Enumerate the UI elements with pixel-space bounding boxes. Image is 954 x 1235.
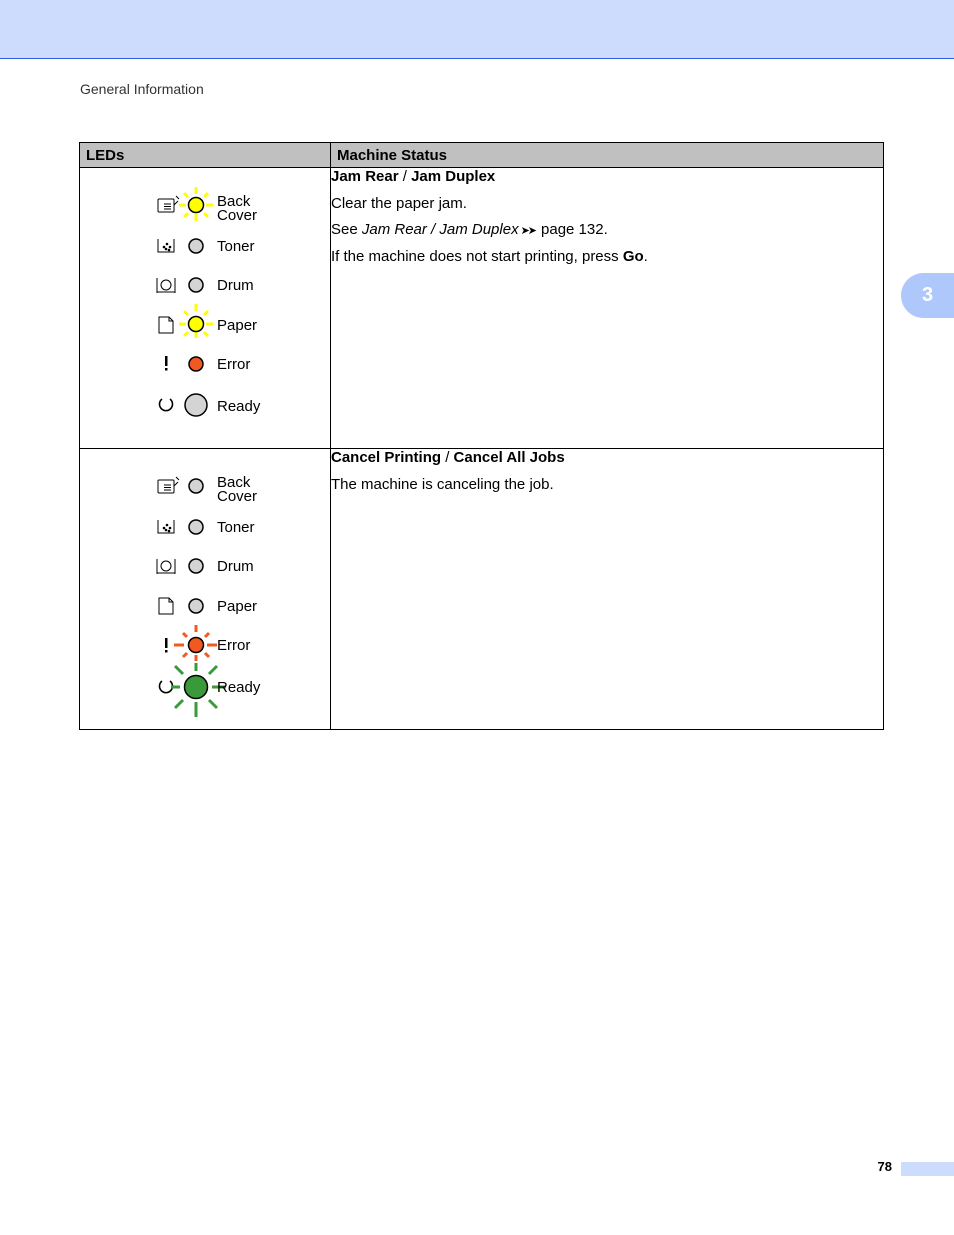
drum-led — [189, 278, 203, 292]
col-header-machine-status: Machine Status — [331, 143, 884, 168]
led-label-error: Error — [217, 637, 251, 654]
status-title-sep: / — [441, 449, 454, 466]
reference-link[interactable]: Jam Rear / Jam Duplex — [361, 221, 519, 238]
status-title-b: Cancel All Jobs — [453, 449, 565, 466]
table-header-row — [80, 143, 884, 168]
led-label-back: Back — [217, 474, 251, 491]
error-icon — [165, 356, 168, 371]
led-label-toner: Toner — [217, 238, 255, 255]
toner-icon — [158, 520, 174, 533]
error-led — [189, 357, 203, 371]
back-cover-led — [179, 187, 213, 221]
led-label-drum: Drum — [217, 558, 254, 575]
error-led — [174, 625, 217, 661]
col-header-leds: LEDs — [80, 143, 331, 168]
led-label-error: Error — [217, 356, 251, 373]
status-title-sep: / — [398, 168, 412, 185]
ready-icon — [160, 399, 173, 411]
led-label-paper: Paper — [217, 598, 258, 615]
page-number: 78 — [877, 1159, 892, 1174]
led-label-cover: Cover — [217, 207, 258, 224]
paper-led — [179, 304, 213, 338]
led-label-cover: Cover — [217, 488, 258, 505]
led-label-drum: Drum — [217, 277, 254, 294]
led-panel-graphic — [80, 168, 331, 448]
double-arrow-icon: ➤➤ — [520, 225, 536, 237]
led-status-table — [79, 142, 884, 730]
status-line-reference — [331, 221, 883, 240]
paper-icon — [159, 598, 173, 614]
back-cover-icon — [158, 477, 179, 493]
drum-icon — [157, 559, 175, 574]
led-panel-graphic — [80, 449, 331, 729]
toner-icon — [158, 239, 174, 252]
back-cover-led — [189, 479, 203, 493]
footer-bar — [901, 1162, 954, 1176]
drum-icon — [157, 278, 175, 293]
paper-icon — [159, 317, 173, 333]
led-label-ready: Ready — [217, 679, 261, 696]
machine-status-cancel — [331, 449, 884, 730]
section-header: General Information — [80, 81, 204, 97]
status-title-a: Jam Rear — [331, 168, 399, 185]
toner-led — [189, 239, 203, 253]
machine-status-jam — [331, 168, 884, 449]
table-row — [80, 168, 884, 449]
status-title — [331, 168, 883, 186]
error-icon — [165, 638, 168, 653]
status-title-b: Jam Duplex — [411, 168, 496, 185]
go-key-label: Go — [622, 248, 644, 265]
drum-led — [189, 559, 203, 573]
status-line: The machine is canceling the job. — [331, 476, 554, 493]
instruction-end: . — [643, 248, 648, 265]
table-row — [80, 449, 884, 730]
status-title-a: Cancel Printing — [331, 449, 442, 466]
reference-prefix: See — [331, 221, 362, 238]
led-label-ready: Ready — [217, 398, 261, 415]
toner-led — [189, 520, 203, 534]
status-title — [331, 449, 883, 467]
led-label-toner: Toner — [217, 519, 255, 536]
ready-led — [185, 394, 207, 416]
back-cover-icon — [158, 196, 179, 212]
status-line-instruction — [331, 248, 883, 266]
ready-icon — [160, 681, 173, 693]
led-label-back: Back — [217, 193, 251, 210]
reference-page: page 132. — [541, 221, 608, 238]
top-header-band — [0, 0, 954, 59]
instruction-text: If the machine does not start printing, press — [331, 248, 623, 265]
led-label-paper: Paper — [217, 317, 258, 334]
led-panel-cancel — [80, 449, 331, 730]
paper-led — [189, 599, 203, 613]
led-panel-jam — [80, 168, 331, 449]
status-line: Clear the paper jam. — [331, 195, 467, 212]
chapter-tab: 3 — [901, 273, 954, 318]
